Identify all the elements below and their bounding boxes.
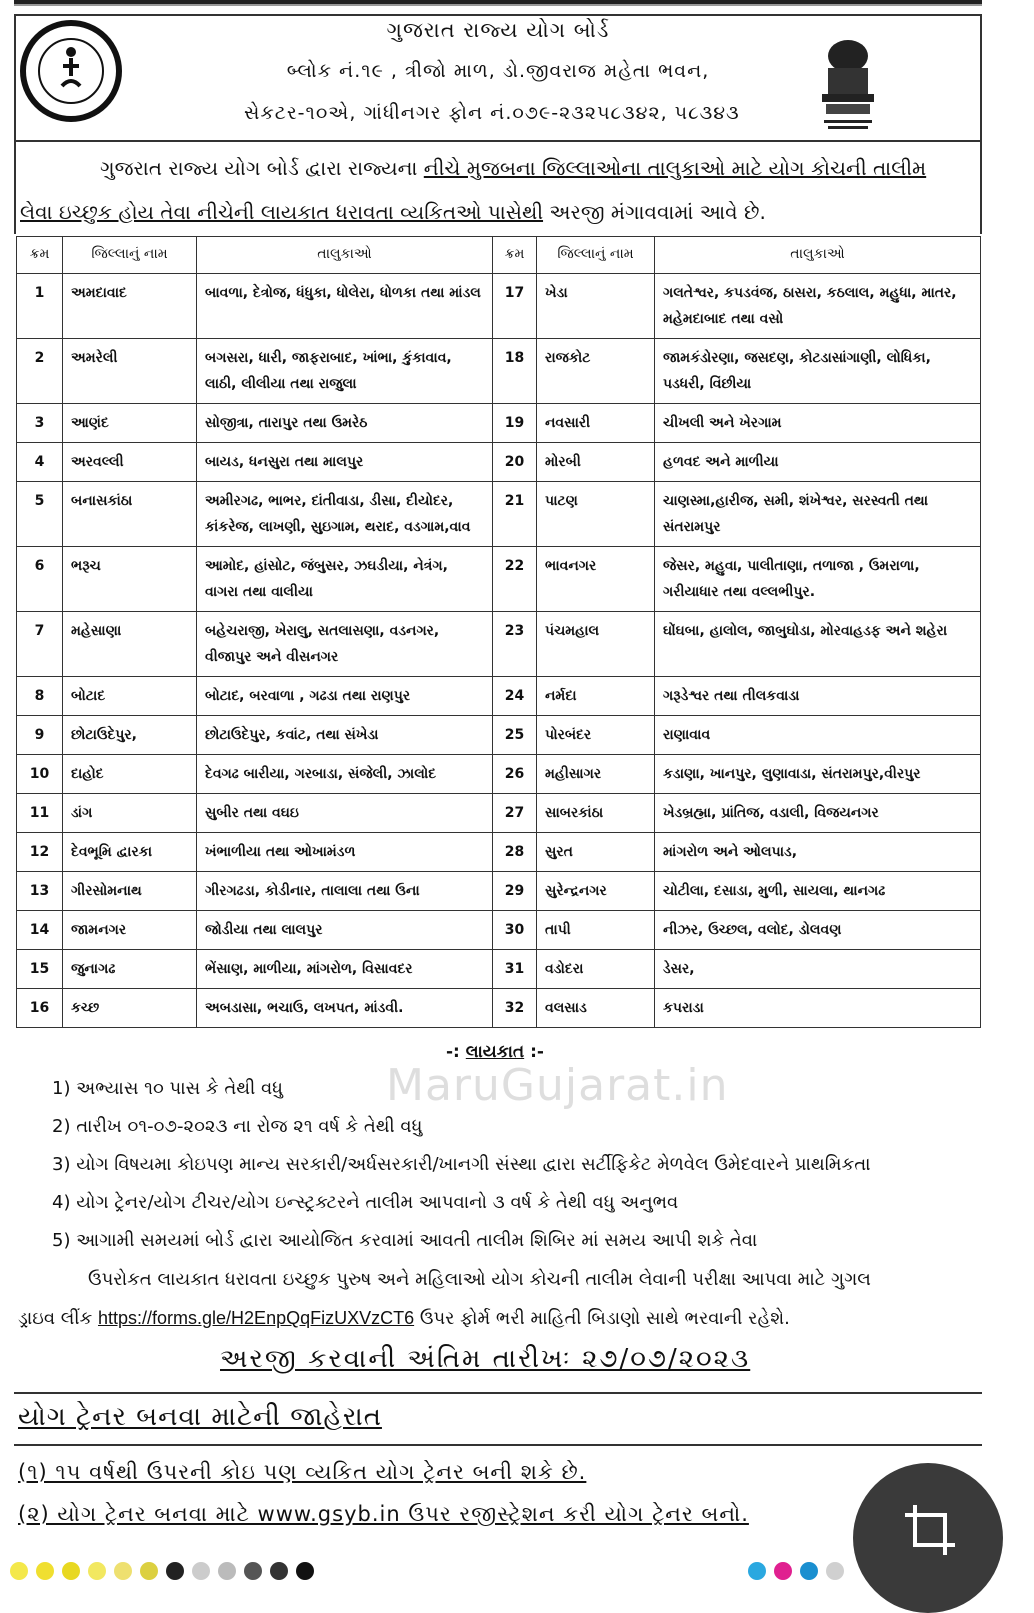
qual-title-text: લાયકાત	[465, 1042, 525, 1062]
table-row	[17, 547, 981, 612]
talukas-cell: બોટાદ, બરવાળા , ગઢડા તથા રાણપુર	[197, 677, 493, 716]
board-title: ગુજરાત રાજ્ય યોગ બોર્ડ	[386, 18, 610, 42]
talukas-cell: જામકંડોરણા, જસદણ, કોટડાસાંગાણી, લોધિકા, પડધરી, વિંછીયા	[655, 339, 981, 404]
district-cell: સાબરકાંઠા	[537, 794, 655, 833]
serial-cell: 3	[17, 404, 63, 443]
serial-cell: 17	[493, 274, 537, 339]
district-cell: છોટાઉદેપુર,	[63, 716, 197, 755]
district-cell: ભાવનગર	[537, 547, 655, 612]
talukas-cell: બહેચરાજી, ખેરાલુ, સતલાસણા, વડનગર, વીજાપુર અને વીસનગર	[197, 612, 493, 677]
watermark: MaruGujarat.in	[386, 1060, 729, 1111]
table-row	[17, 950, 981, 989]
google-form-link[interactable]: https://forms.gle/H2EnpQqFizUXVzCT6	[98, 1308, 415, 1328]
intro-section	[14, 142, 982, 234]
serial-cell: 6	[17, 547, 63, 612]
color-dot	[826, 1562, 844, 1580]
talukas-cell: હળવદ અને માળીયા	[655, 443, 981, 482]
table-row	[17, 833, 981, 872]
color-dot	[192, 1562, 210, 1580]
talukas-cell: કડાણા, ખાનપુર, લુણાવાડા, સંતરામપુર,વીરપુર	[655, 755, 981, 794]
serial-cell: 22	[493, 547, 537, 612]
color-dot	[10, 1562, 28, 1580]
talukas-cell: માંગરોળ અને ઓલપાડ,	[655, 833, 981, 872]
district-cell: દાહોદ	[63, 755, 197, 794]
talukas-cell: ગરૂડેશ્વર તથા તીલકવાડા	[655, 677, 981, 716]
table-row	[17, 755, 981, 794]
talukas-cell: બગસરા, ધારી, જાફરાબાદ, ખાંભા, કુંકાવાવ, લાઠી, લીલીયા તથા રાજુલા	[197, 339, 493, 404]
intro-text-2-underlined: લેવા ઇચ્છુક હોય તેવા નીચેની લાયકાત ધરાવતા વ્યકિતઓ પાસેથી	[20, 200, 544, 224]
intro-line-2	[20, 198, 766, 226]
serial-cell: 2	[17, 339, 63, 404]
talukas-cell: છોટાઉદેપુર, કવાંટ, તથા સંખેડા	[197, 716, 493, 755]
color-dot	[296, 1562, 314, 1580]
serial-cell: 26	[493, 755, 537, 794]
section-divider	[14, 1444, 982, 1446]
talukas-cell: સુબીર તથા વઘઇ	[197, 794, 493, 833]
talukas-cell: ચોટીલા, દસાડા, મુળી, સાયલા, થાનગઢ	[655, 872, 981, 911]
talukas-cell: ખેડબ્રહ્મા, પ્રાંતિજ, વડાલી, વિજયનગર	[655, 794, 981, 833]
district-cell: પંચમહાલ	[537, 612, 655, 677]
top-border-shadow	[14, 4, 982, 6]
serial-cell: 25	[493, 716, 537, 755]
talukas-cell: ભેંસાણ, માળીયા, માંગરોળ, વિસાવદર	[197, 950, 493, 989]
district-table	[16, 236, 981, 1028]
talukas-cell: બાયડ, ધનસુરા તથા માલપુર	[197, 443, 493, 482]
apply-prefix: ડ્રાઇવ લીંક	[18, 1308, 98, 1329]
serial-cell: 21	[493, 482, 537, 547]
talukas-cell: ચીખલી અને ખેરગામ	[655, 404, 981, 443]
table-body	[17, 274, 981, 1028]
talukas-cell: ખંભાળીયા તથા ઓખામંડળ	[197, 833, 493, 872]
color-dot	[36, 1562, 54, 1580]
color-dot	[774, 1562, 792, 1580]
table-row	[17, 482, 981, 547]
serial-cell: 1	[17, 274, 63, 339]
intro-line-1	[100, 154, 926, 182]
color-dot	[800, 1562, 818, 1580]
district-cell: વડોદરા	[537, 950, 655, 989]
district-cell: ડાંગ	[63, 794, 197, 833]
color-dot	[748, 1562, 766, 1580]
table-row	[17, 443, 981, 482]
col-header-serial-2: ક્રમ	[493, 237, 537, 274]
serial-cell: 28	[493, 833, 537, 872]
serial-cell: 7	[17, 612, 63, 677]
section-divider	[14, 1392, 982, 1394]
serial-cell: 19	[493, 404, 537, 443]
serial-cell: 13	[17, 872, 63, 911]
district-cell: આણંદ	[63, 404, 197, 443]
serial-cell: 12	[17, 833, 63, 872]
district-cell: મોરબી	[537, 443, 655, 482]
district-cell: પાટણ	[537, 482, 655, 547]
district-cell: બોટાદ	[63, 677, 197, 716]
color-dot	[88, 1562, 106, 1580]
col-header-talukas-2: તાલુકાઓ	[655, 237, 981, 274]
apply-paragraph-line-2	[18, 1300, 790, 1337]
crop-icon	[901, 1501, 959, 1559]
qual-title-suffix: :-	[524, 1042, 544, 1062]
table-row	[17, 612, 981, 677]
serial-cell: 24	[493, 677, 537, 716]
district-cell: જામનગર	[63, 911, 197, 950]
district-cell: અરવલ્લી	[63, 443, 197, 482]
qualification-item: 1) અભ્યાસ ૧૦ પાસ કે તેથી વધુ	[52, 1078, 283, 1099]
talukas-cell: ડેસર,	[655, 950, 981, 989]
district-cell: અમરેલી	[63, 339, 197, 404]
table-row	[17, 677, 981, 716]
district-cell: પોરબંદર	[537, 716, 655, 755]
address-line-2: સેકટર-૧૦એ, ગાંધીનગર ફોન નં.૦૭૯-૨૩૨૫૮૩૪૨, ૫૮૩૪૩	[244, 102, 740, 124]
table-row	[17, 404, 981, 443]
qualification-item: 4) યોગ ટ્રેનર/યોગ ટીચર/યોગ ઇન્સ્ટ્રક્ટરને તાલીમ આપવાનો ૩ વર્ષ કે તેથી વધુ અનુભવ	[52, 1192, 679, 1213]
district-cell: જુનાગઢ	[63, 950, 197, 989]
serial-cell: 11	[17, 794, 63, 833]
serial-cell: 30	[493, 911, 537, 950]
table-row	[17, 716, 981, 755]
col-header-serial: ક્રમ	[17, 237, 63, 274]
color-dot	[62, 1562, 80, 1580]
apply-suffix: ઉપર ફોર્મ ભરી માહિતી બિડાણો સાથે ભરવાની રહેશે.	[414, 1308, 790, 1329]
district-cell: ભરૂચ	[63, 547, 197, 612]
apply-paragraph-line-1: ઉપરોકત લાયકાત ધરાવતા ઇચ્છુક પુરુષ અને મહિલાઓ યોગ કોચની તાલીમ લેવાની પરીક્ષા આપવા માટે ગુગલ	[88, 1269, 871, 1290]
serial-cell: 16	[17, 989, 63, 1028]
color-dot	[140, 1562, 158, 1580]
district-cell: તાપી	[537, 911, 655, 950]
district-cell: મહેસાણા	[63, 612, 197, 677]
deadline-text: અરજી કરવાની અંતિમ તારીખઃ ૨૭/૦૭/૨૦૨૩	[220, 1344, 751, 1374]
talukas-cell: અમીરગઢ, ભાભર, દાંતીવાડા, ડીસા, દીયોદર, કાંકરેજ, લાખણી, સુઇગામ, થરાદ, વડગામ,વાવ	[197, 482, 493, 547]
district-cell: વલસાડ	[537, 989, 655, 1028]
serial-cell: 4	[17, 443, 63, 482]
district-cell: સુરેન્દ્રનગર	[537, 872, 655, 911]
trainer-point-2: (૨) યોગ ટ્રેનર બનવા માટે www.gsyb.in ઉપર રજીસ્ટ્રેશન કરી યોગ ટ્રેનર બનો.	[18, 1502, 749, 1526]
talukas-cell: અબડાસા, ભચાઉ, લખપત, માંડવી.	[197, 989, 493, 1028]
serial-cell: 9	[17, 716, 63, 755]
district-cell: અમદાવાદ	[63, 274, 197, 339]
serial-cell: 18	[493, 339, 537, 404]
talukas-cell: ચાણસ્મા,હારીજ, સમી, શંખેશ્વર, સરસ્વતી તથા સંતરામપુર	[655, 482, 981, 547]
color-dot	[218, 1562, 236, 1580]
intro-text-1: ગુજરાત રાજ્ય યોગ બોર્ડ દ્વારા રાજ્યના	[100, 156, 424, 180]
table-row	[17, 911, 981, 950]
district-cell: સુરત	[537, 833, 655, 872]
talukas-cell: નીઝર, ઉચ્છલ, વલોદ, ડોલવણ	[655, 911, 981, 950]
serial-cell: 8	[17, 677, 63, 716]
talukas-cell: ઘોંઘબા, હાલોલ, જાબુઘોડા, મોરવાહડફ અને શહેરા	[655, 612, 981, 677]
color-dot	[244, 1562, 262, 1580]
serial-cell: 10	[17, 755, 63, 794]
table-row	[17, 872, 981, 911]
serial-cell: 29	[493, 872, 537, 911]
table-header-row	[17, 237, 981, 274]
table-row	[17, 989, 981, 1028]
serial-cell: 20	[493, 443, 537, 482]
talukas-cell: બાવળા, દેત્રોજ, ધંધુકા, ધોલેરા, ધોળકા તથા માંડલ	[197, 274, 493, 339]
district-cell: મહીસાગર	[537, 755, 655, 794]
district-cell: કચ્છ	[63, 989, 197, 1028]
district-cell: રાજકોટ	[537, 339, 655, 404]
serial-cell: 27	[493, 794, 537, 833]
talukas-cell: દેવગઢ બારીયા, ગરબાડા, સંજેલી, ઝાલોદ	[197, 755, 493, 794]
district-cell: બનાસકાંઠા	[63, 482, 197, 547]
crop-button[interactable]	[853, 1463, 1003, 1613]
intro-text-2: અરજી મંગાવવામાં આવે છે.	[543, 200, 766, 224]
serial-cell: 15	[17, 950, 63, 989]
col-header-district: જિલ્લાનું નામ	[63, 237, 197, 274]
color-dot	[270, 1562, 288, 1580]
trainer-ad-title: યોગ ટ્રેનર બનવા માટેની જાહેરાત	[18, 1402, 382, 1432]
district-cell: નર્મદા	[537, 677, 655, 716]
serial-cell: 32	[493, 989, 537, 1028]
trainer-point-1: (૧) ૧૫ વર્ષથી ઉપરની કોઇ પણ વ્યકિત યોગ ટ્રેનર બની શકે છે.	[18, 1460, 587, 1484]
qualification-item: 3) યોગ વિષયમા કોઇપણ માન્ય સરકારી/અર્ધસરકારી/ખાનગી સંસ્થા દ્વારા સર્ટીફિકેટ મેળવેલ ઉમેદવારને પ્રાથમિકતા	[52, 1154, 871, 1175]
qualification-item: 2) તારીખ ૦૧-૦૭-૨૦૨૩ ના રોજ ૨૧ વર્ષ કે તેથી વધુ	[52, 1116, 423, 1137]
serial-cell: 14	[17, 911, 63, 950]
district-cell: નવસારી	[537, 404, 655, 443]
serial-cell: 23	[493, 612, 537, 677]
talukas-cell: જોડીયા તથા લાલપુર	[197, 911, 493, 950]
table-row	[17, 274, 981, 339]
talukas-cell: રાણાવાવ	[655, 716, 981, 755]
color-dot	[114, 1562, 132, 1580]
qualification-item: 5) આગામી સમયમાં બોર્ડ દ્વારા આયોજિત કરવામાં આવતી તાલીમ શિબિર માં સમય આપી શકે તેવા	[52, 1230, 758, 1251]
intro-text-1-underlined: નીચે મુજબના જિલ્લાઓના તાલુકાઓ માટે યોગ કોચની તાલીમ	[423, 156, 927, 180]
col-header-district-2: જિલ્લાનું નામ	[537, 237, 655, 274]
talukas-cell: ગીરગઢડા, કોડીનાર, તાલાલા તથા ઉના	[197, 872, 493, 911]
color-dot	[166, 1562, 184, 1580]
qual-title-prefix: -:	[446, 1042, 466, 1062]
qualifications-title	[446, 1042, 544, 1062]
table-row	[17, 339, 981, 404]
table-row	[17, 794, 981, 833]
serial-cell: 31	[493, 950, 537, 989]
talukas-cell: સોજીત્રા, તારાપુર તથા ઉમરેઠ	[197, 404, 493, 443]
district-cell: દેવભૂમિ દ્વારકા	[63, 833, 197, 872]
col-header-talukas: તાલુકાઓ	[197, 237, 493, 274]
talukas-cell: જેસર, મહુવા, પાલીતાણા, તળાજા , ઉમરાળા, ગરીયાધાર તથા વલ્લભીપુર.	[655, 547, 981, 612]
talukas-cell: ગલતેશ્વર, કપડવંજ, ઠાસરા, કઠલાલ, મહુધા, માતર, મહેમદાબાદ તથા વસો	[655, 274, 981, 339]
color-strip	[0, 1556, 1034, 1579]
address-line-1: બ્લોક નં.૧૯ , ત્રીજો માળ, ડો.જીવરાજ મહેતા ભવન,	[286, 60, 710, 82]
district-cell: ખેડા	[537, 274, 655, 339]
talukas-cell: આમોદ, હાંસોટ, જંબુસર, ઝઘડીયા, નેત્રંગ, વાગરા તથા વાલીયા	[197, 547, 493, 612]
district-cell: ગીરસોમનાથ	[63, 872, 197, 911]
talukas-cell: કપરાડા	[655, 989, 981, 1028]
serial-cell: 5	[17, 482, 63, 547]
